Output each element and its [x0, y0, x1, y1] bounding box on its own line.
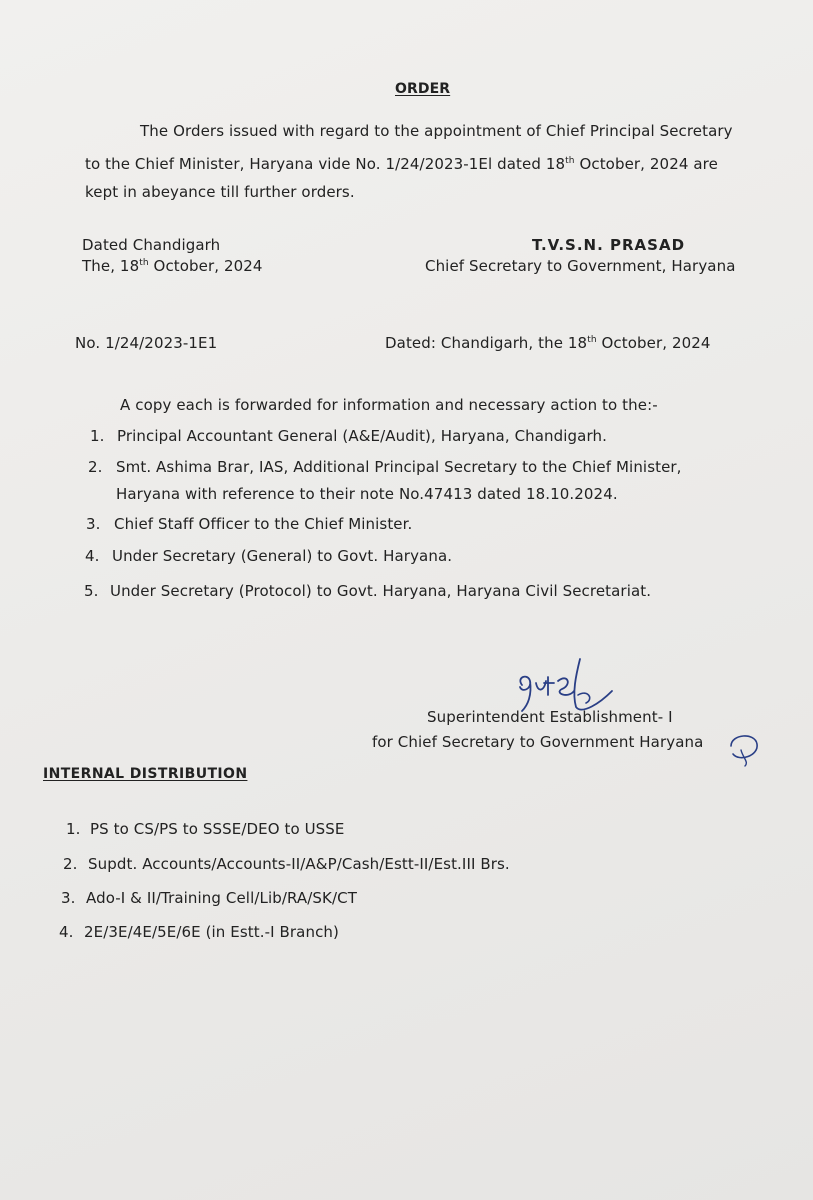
dated-date-text: The, 18: [82, 257, 140, 275]
order-body-line-2: [85, 155, 718, 173]
dated-date: [82, 257, 263, 275]
reference-number: No. 1/24/2023-1E1: [75, 334, 218, 352]
copy-item-text: Chief Staff Officer to the Chief Minister.: [114, 515, 413, 533]
internal-item-number: 4.: [59, 923, 74, 941]
internal-item-text: Ado-I & II/Training Cell/Lib/RA/SK/CT: [86, 889, 357, 907]
superscript: th: [565, 156, 575, 166]
order-body-line-1: The Orders issued with regard to the appointment of Chief Principal Secretary: [140, 122, 733, 140]
dated-date-text-end: October, 2024: [148, 257, 263, 275]
reference-date-text: Dated: Chandigarh, the 18: [385, 334, 588, 352]
copy-item-text-continued: Haryana with reference to their note No.47413 dated 18.10.2024.: [116, 485, 618, 503]
internal-item-text: 2E/3E/4E/5E/6E (in Estt.-I Branch): [84, 923, 339, 941]
copy-item-number: 4.: [85, 547, 100, 565]
signatory-title: Chief Secretary to Government, Haryana: [425, 257, 736, 275]
copy-item-text: Smt. Ashima Brar, IAS, Additional Principal Secretary to the Chief Minister,: [116, 458, 682, 476]
sign-off-title-2: for Chief Secretary to Government Haryana: [372, 733, 704, 751]
reference-date: [385, 334, 711, 352]
internal-item-number: 3.: [61, 889, 76, 907]
order-body-line-2-text-end: October, 2024 are: [574, 155, 718, 173]
copy-item-text: Under Secretary (Protocol) to Govt. Haryana, Haryana Civil Secretariat.: [110, 582, 652, 600]
superscript: th: [139, 258, 149, 268]
signatory-name: T.V.S.N. PRASAD: [532, 236, 686, 254]
internal-item-text: PS to CS/PS to SSSE/DEO to USSE: [90, 820, 345, 838]
copy-item-number: 3.: [86, 515, 101, 533]
internal-item-number: 1.: [66, 820, 81, 838]
internal-distribution-heading: INTERNAL DISTRIBUTION: [43, 766, 248, 782]
sign-off-title-1: Superintendent Establishment- I: [427, 708, 673, 726]
dated-place: Dated Chandigarh: [82, 236, 221, 254]
copy-item-number: 5.: [84, 582, 99, 600]
copy-intro: A copy each is forwarded for information and necessary action to the:-: [120, 396, 658, 414]
copy-item-text: Principal Accountant General (A&E/Audit), Haryana, Chandigarh.: [117, 427, 607, 445]
order-title: ORDER: [395, 81, 451, 97]
superscript: th: [587, 335, 597, 345]
initials-mark: [725, 728, 765, 768]
reference-date-text-end: October, 2024: [596, 334, 711, 352]
order-body-line-3: kept in abeyance till further orders.: [85, 183, 355, 201]
copy-item-text: Under Secretary (General) to Govt. Haryana.: [112, 547, 453, 565]
copy-item-number: 1.: [90, 427, 105, 445]
internal-item-text: Supdt. Accounts/Accounts-II/A&P/Cash/Estt-II/Est.III Brs.: [88, 855, 510, 873]
copy-item-number: 2.: [88, 458, 103, 476]
order-body-line-2-text: to the Chief Minister, Haryana vide No. 1/24/2023-1El dated 18: [85, 155, 566, 173]
internal-item-number: 2.: [63, 855, 78, 873]
